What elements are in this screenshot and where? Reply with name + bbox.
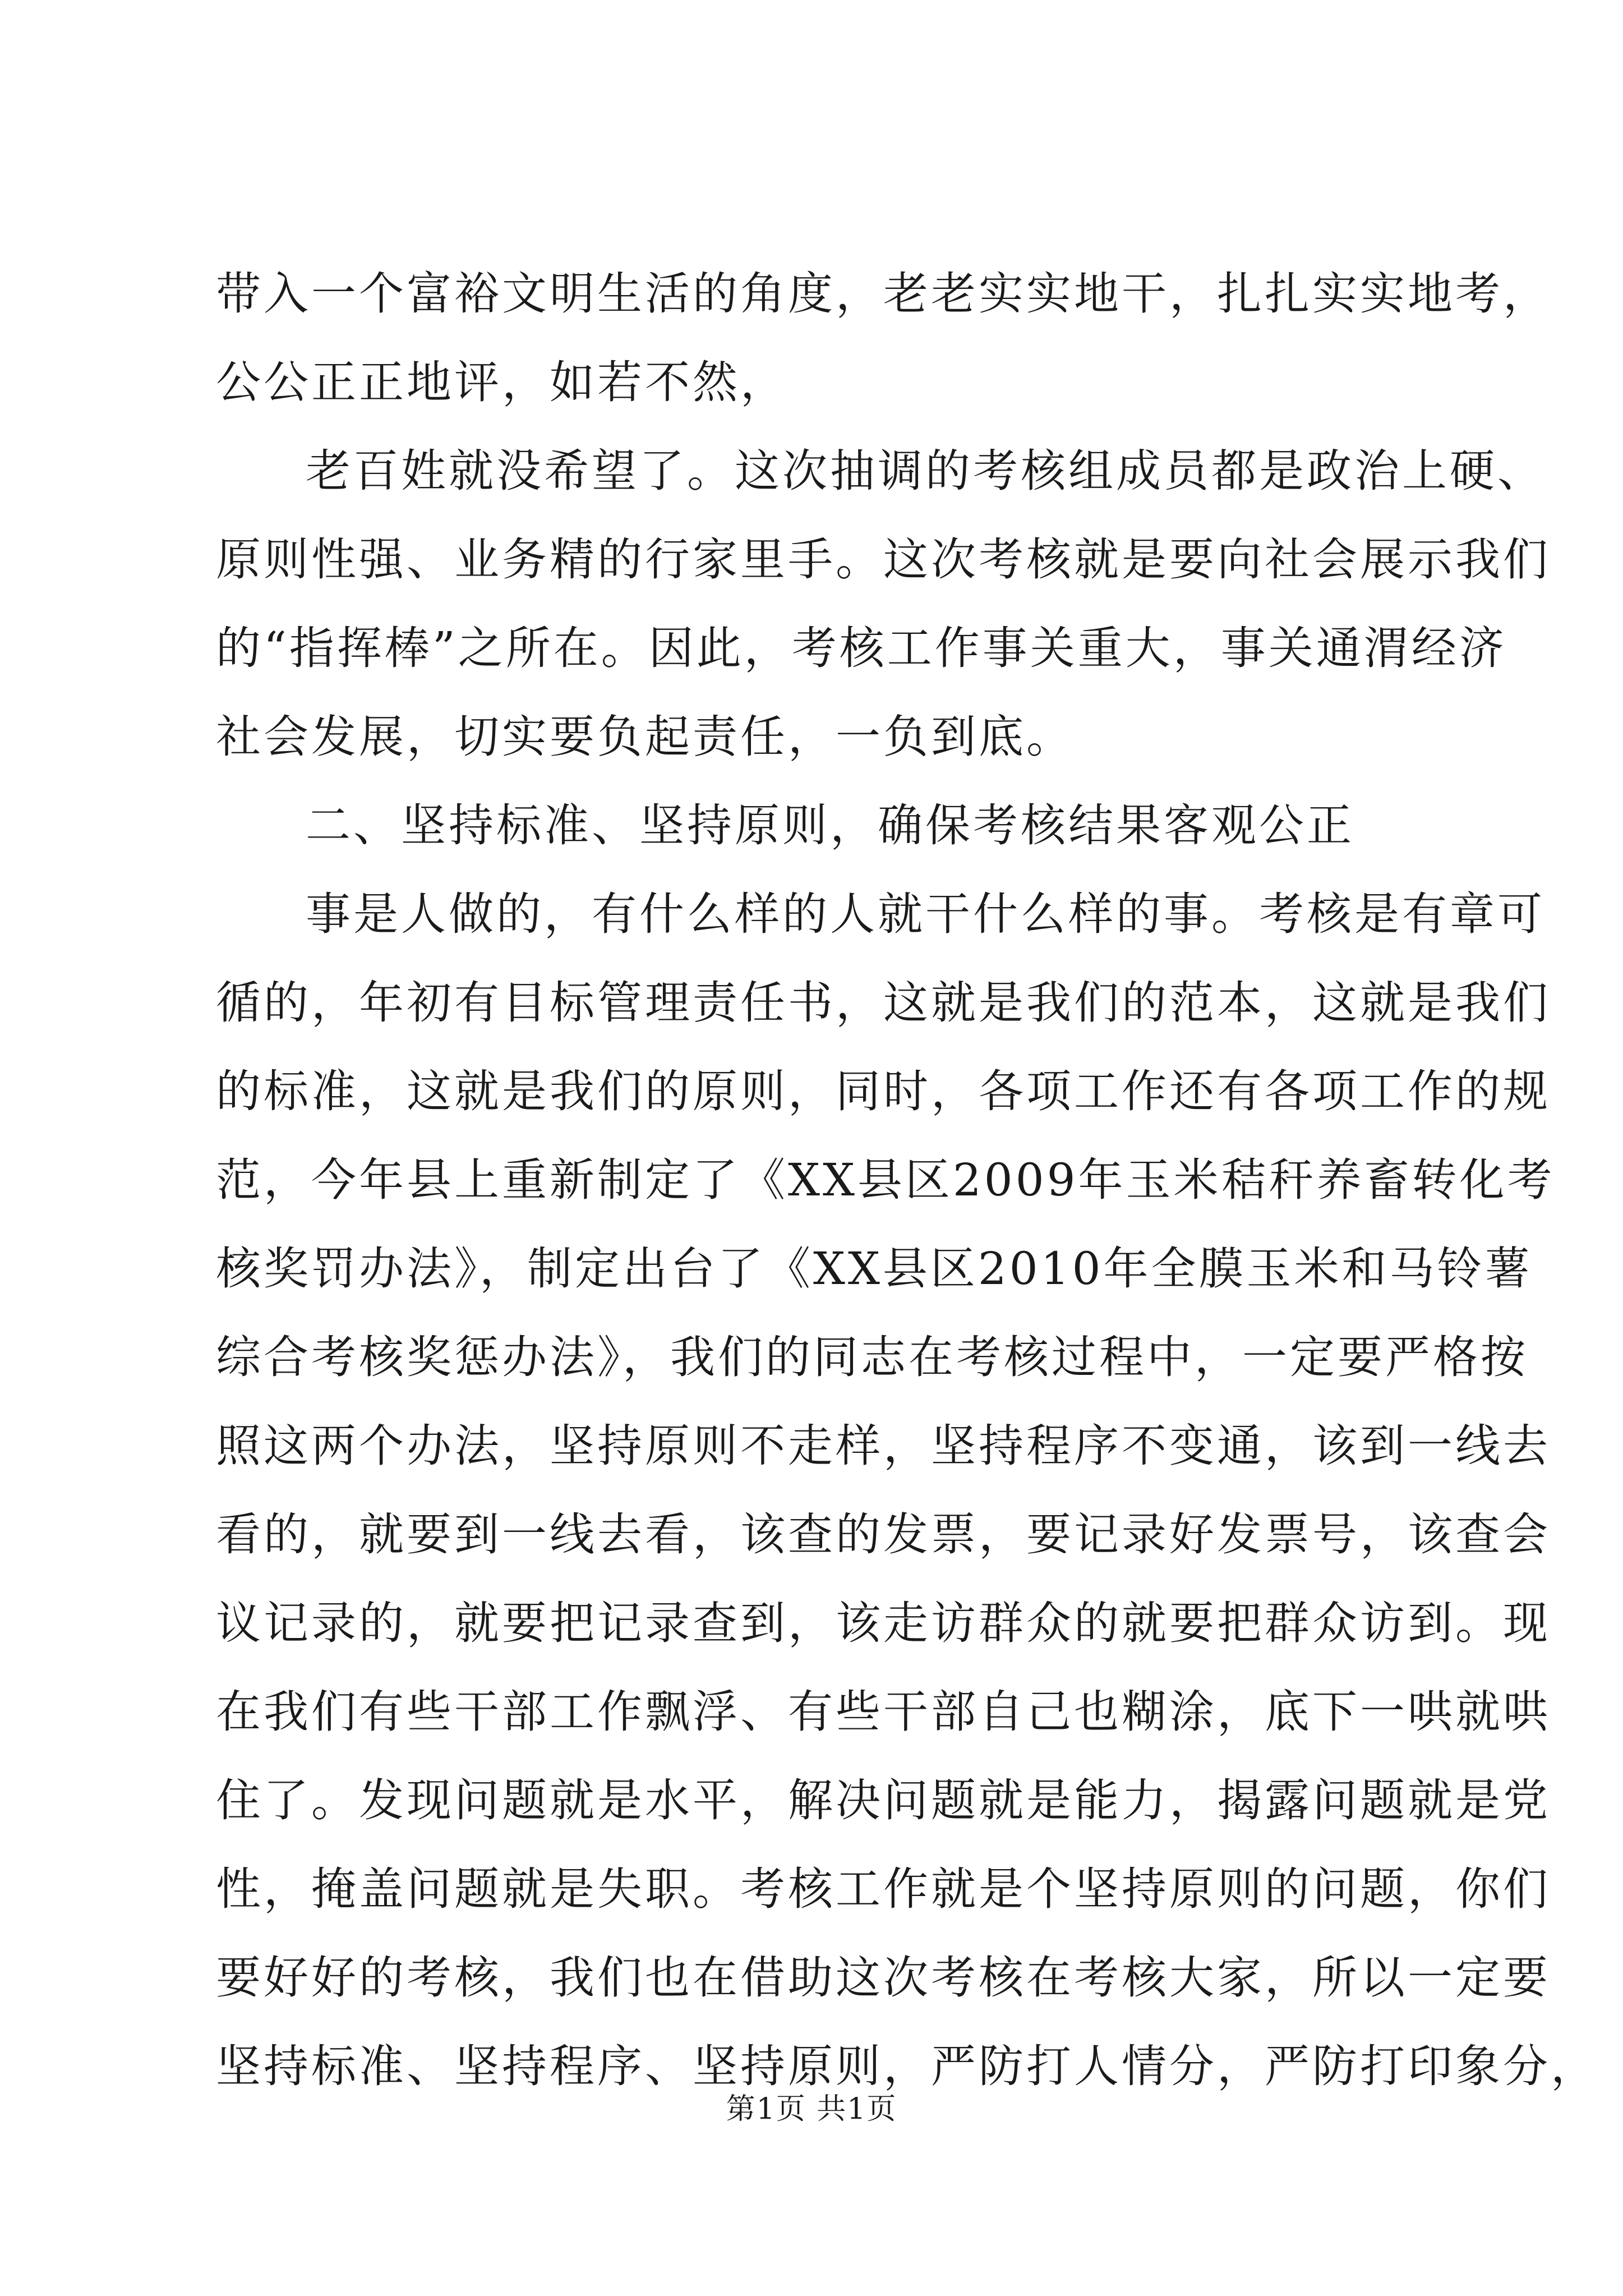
text-line: 核奖罚办法》，制定出台了《XX县区2010年全膜玉米和马铃薯 [216,1243,1533,1295]
text-line: 老百姓就没希望了。这次抽调的考核组成员都是政治上硬、 [306,445,1545,497]
text-line: 照这两个办法，坚持原则不走样，坚持程序不变通，该到一线去 [216,1420,1551,1472]
page-footer [0,2090,1623,2129]
text-line: 要好好的考核，我们也在借助这次考核在考核大家，所以一定要 [216,1952,1551,2004]
section-heading: 二、坚持标准、坚持原则，确保考核结果客观公正 [306,799,1354,852]
text-line: 性，掩盖问题就是失职。考核工作就是个坚持原则的问题，你们 [216,1863,1551,1915]
page-number: 第1页 共1页 [726,2092,897,2126]
text-line: 的标准，这就是我们的原则，同时，各项工作还有各项工作的规 [216,1065,1551,1117]
text-line: 坚持标准、坚持程序、坚持原则，严防打人情分，严防打印象分， [216,2040,1598,2092]
text-line: 范，今年县上重新制定了《XX县区2009年玉米秸秆养畜转化考 [216,1154,1555,1206]
text-line: 的“指挥棒”之所在。因此，考核工作事关重大，事关通渭经济 [216,622,1507,674]
text-line: 循的，年初有目标管理责任书，这就是我们的范本，这就是我们 [216,977,1551,1029]
text-line: 综合考核奖惩办法》，我们的同志在考核过程中，一定要严格按 [216,1331,1528,1383]
document-body [216,250,1598,2111]
text-line: 带入一个富裕文明生活的角度，老老实实地干，扎扎实实地考， [216,268,1551,320]
text-line: 事是人做的，有什么样的人就干什么样的事。考核是有章可 [306,888,1545,940]
text-line: 议记录的，就要把记录查到，该走访群众的就要把群众访到。现 [216,1597,1551,1649]
text-line: 在我们有些干部工作飘浮、有些干部自己也糊涂，底下一哄就哄 [216,1686,1551,1738]
text-line: 公公正正地评，如若不然， [216,356,788,408]
text-line: 原则性强、业务精的行家里手。这次考核就是要向社会展示我们 [216,533,1551,586]
text-line: 看的，就要到一线去看，该查的发票，要记录好发票号，该查会 [216,1508,1551,1561]
text-line: 住了。发现问题就是水平，解决问题就是能力，揭露问题就是党 [216,1774,1551,1826]
text-line: 社会发展，切实要负起责任，一负到底。 [216,711,1074,763]
